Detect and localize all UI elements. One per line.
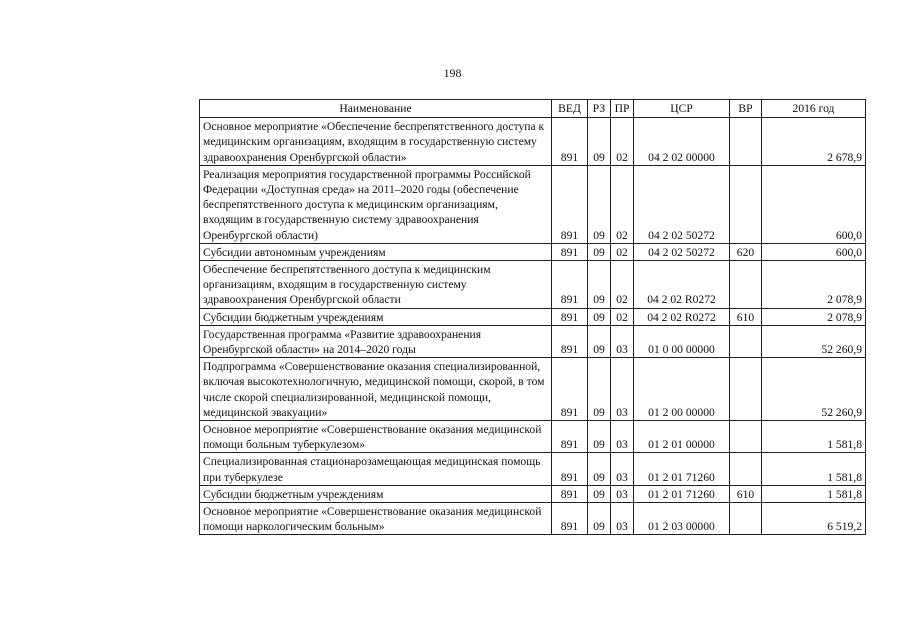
header-year: 2016 год (762, 100, 866, 118)
row-pr-cell: 02 (611, 165, 634, 243)
table-row (200, 421, 866, 453)
row-vr-cell (730, 261, 762, 309)
row-pr-cell: 03 (611, 325, 634, 357)
table-row (200, 118, 866, 166)
row-rz-cell: 09 (588, 243, 611, 260)
row-amount-cell: 2 678,9 (762, 118, 866, 166)
row-csr-cell: 01 2 01 00000 (634, 421, 730, 453)
table-row (200, 165, 866, 243)
table-row (200, 325, 866, 357)
budget-table (199, 99, 866, 535)
row-ved-cell: 891 (552, 308, 588, 325)
row-amount-cell: 2 078,9 (762, 261, 866, 309)
row-amount-cell: 2 078,9 (762, 308, 866, 325)
row-ved-cell: 891 (552, 325, 588, 357)
row-amount-cell: 1 581,8 (762, 453, 866, 485)
row-ved-cell: 891 (552, 165, 588, 243)
row-csr-cell: 01 0 00 00000 (634, 325, 730, 357)
row-rz-cell: 09 (588, 261, 611, 309)
row-ved-cell: 891 (552, 485, 588, 502)
row-rz-cell: 09 (588, 165, 611, 243)
row-rz-cell: 09 (588, 118, 611, 166)
row-ved-cell: 891 (552, 421, 588, 453)
row-vr-cell (730, 358, 762, 421)
row-vr-cell: 620 (730, 243, 762, 260)
row-amount-cell: 600,0 (762, 165, 866, 243)
row-pr-cell: 03 (611, 485, 634, 502)
row-csr-cell: 04 2 02 00000 (634, 118, 730, 166)
row-pr-cell: 02 (611, 308, 634, 325)
row-csr-cell: 01 2 01 71260 (634, 485, 730, 502)
row-amount-cell: 600,0 (762, 243, 866, 260)
row-name-cell: Основное мероприятие «Совершенствование оказания медицинской помощи больным туберкулезом» (200, 421, 552, 453)
row-vr-cell (730, 325, 762, 357)
row-amount-cell: 52 260,9 (762, 358, 866, 421)
row-vr-cell (730, 453, 762, 485)
row-pr-cell: 03 (611, 453, 634, 485)
row-vr-cell (730, 118, 762, 166)
row-amount-cell: 1 581,8 (762, 421, 866, 453)
header-pr: ПР (611, 100, 634, 118)
header-csr: ЦСР (634, 100, 730, 118)
row-rz-cell: 09 (588, 453, 611, 485)
row-pr-cell: 02 (611, 261, 634, 309)
table-row (200, 358, 866, 421)
row-rz-cell: 09 (588, 325, 611, 357)
row-ved-cell: 891 (552, 358, 588, 421)
row-ved-cell: 891 (552, 243, 588, 260)
header-name: Наименование (200, 100, 552, 118)
row-name-cell: Подпрограмма «Совершенствование оказания специализированной, включая высокотехнологичную, медицинской помощи, скорой, в том числе скорой специализированной, медицинской помощи, медицинской эвакуации» (200, 358, 552, 421)
row-name-cell: Субсидии бюджетным учреждениям (200, 308, 552, 325)
row-csr-cell: 04 2 02 R0272 (634, 308, 730, 325)
row-csr-cell: 01 2 00 00000 (634, 358, 730, 421)
row-amount-cell: 1 581,8 (762, 485, 866, 502)
row-ved-cell: 891 (552, 118, 588, 166)
row-name-cell: Реализация мероприятия государственной программы Российской Федерации «Доступная среда» на 2011–2020 годы (обеспечение беспрепятственного доступа к медицинским организациям, входящим в государственную систему здравоохранения Оренбургской области) (200, 165, 552, 243)
row-csr-cell: 01 2 03 00000 (634, 503, 730, 535)
row-rz-cell: 09 (588, 503, 611, 535)
row-rz-cell: 09 (588, 485, 611, 502)
row-csr-cell: 04 2 02 R0272 (634, 261, 730, 309)
page-number: 198 (443, 66, 462, 80)
table-row (200, 261, 866, 309)
row-name-cell: Основное мероприятие «Обеспечение беспрепятственного доступа к медицинским организациям, входящим в государственную систему здравоохранения Оренбургской области» (200, 118, 552, 166)
row-ved-cell: 891 (552, 453, 588, 485)
row-csr-cell: 01 2 01 71260 (634, 453, 730, 485)
row-name-cell: Субсидии автономным учреждениям (200, 243, 552, 260)
row-amount-cell: 52 260,9 (762, 325, 866, 357)
row-pr-cell: 03 (611, 421, 634, 453)
row-ved-cell: 891 (552, 261, 588, 309)
table-header-row (200, 100, 866, 118)
row-rz-cell: 09 (588, 308, 611, 325)
table-row (200, 243, 866, 260)
row-name-cell: Специализированная стационарозамещающая медицинская помощь при туберкулезе (200, 453, 552, 485)
row-pr-cell: 02 (611, 243, 634, 260)
table-row (200, 453, 866, 485)
row-vr-cell (730, 503, 762, 535)
row-rz-cell: 09 (588, 358, 611, 421)
table-row (200, 485, 866, 502)
row-name-cell: Обеспечение беспрепятственного доступа к медицинским организациям, входящим в государственную систему здравоохранения Оренбургской области (200, 261, 552, 309)
row-vr-cell: 610 (730, 485, 762, 502)
row-csr-cell: 04 2 02 50272 (634, 165, 730, 243)
header-vr: ВР (730, 100, 762, 118)
row-name-cell: Государственная программа «Развитие здравоохранения Оренбургской области» на 2014–2020 годы (200, 325, 552, 357)
row-ved-cell: 891 (552, 503, 588, 535)
row-amount-cell: 6 519,2 (762, 503, 866, 535)
row-csr-cell: 04 2 02 50272 (634, 243, 730, 260)
row-name-cell: Субсидии бюджетным учреждениям (200, 485, 552, 502)
row-pr-cell: 02 (611, 118, 634, 166)
row-name-cell: Основное мероприятие «Совершенствование оказания медицинской помощи наркологическим больным» (200, 503, 552, 535)
table-row (200, 308, 866, 325)
row-rz-cell: 09 (588, 421, 611, 453)
row-pr-cell: 03 (611, 358, 634, 421)
row-vr-cell (730, 165, 762, 243)
row-vr-cell (730, 421, 762, 453)
header-ved: ВЕД (552, 100, 588, 118)
header-rz: РЗ (588, 100, 611, 118)
row-pr-cell: 03 (611, 503, 634, 535)
table-row (200, 503, 866, 535)
row-vr-cell: 610 (730, 308, 762, 325)
